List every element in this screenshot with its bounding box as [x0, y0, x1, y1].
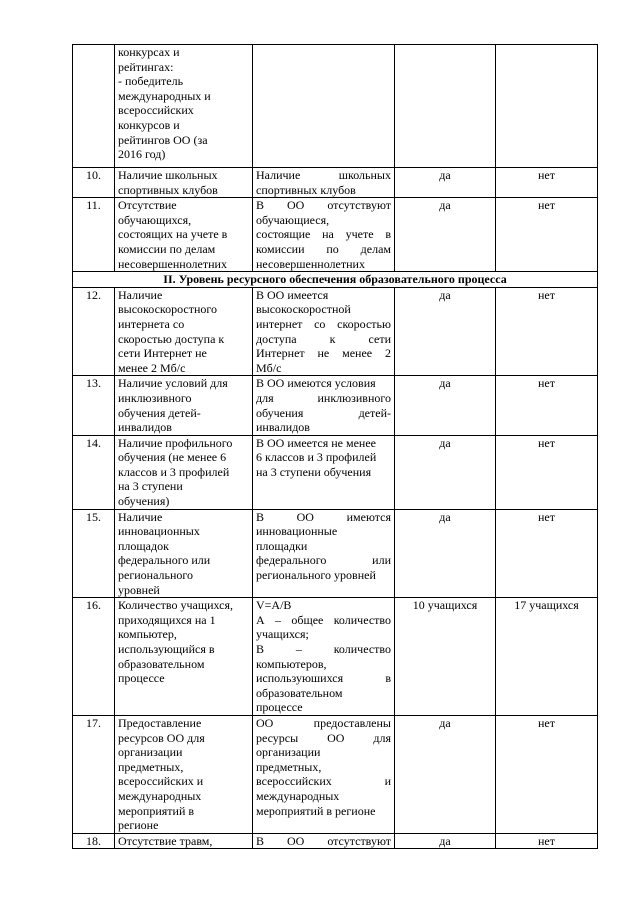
description-line: для инклюзивного [256, 390, 391, 405]
indicator-cell: Отсутствие травм, [115, 833, 253, 849]
value-b-cell: нет [496, 376, 598, 435]
section-header-row [73, 272, 598, 288]
table-row [73, 715, 598, 833]
section-title: II. Уровень ресурсного обеспечения образовательного процесса [73, 272, 598, 288]
value-b-cell: нет [496, 435, 598, 509]
description-cell [253, 198, 395, 272]
description-cell [253, 287, 395, 376]
row-number-cell: 18. [73, 833, 115, 849]
description-line: обучающиеся, [256, 212, 330, 227]
description-line: V=A/B [256, 598, 292, 613]
indicators-table [72, 44, 598, 849]
description-line: спортивных клубов [256, 182, 356, 197]
indicator-cell: Наличие школьных спортивных клубов [115, 168, 253, 198]
row-number-cell: 12. [73, 287, 115, 376]
description-line: предметных, [256, 759, 322, 774]
row-number-cell: 11. [73, 198, 115, 272]
table-row [73, 598, 598, 716]
description-line: Мб/с [256, 360, 282, 375]
value-a-cell: 10 учащихся [395, 598, 496, 716]
description-line: ресурсы ОО для [256, 730, 391, 745]
description-line: В ОО имеются условия [256, 376, 376, 391]
value-b-cell: нет [496, 509, 598, 598]
table-row [73, 435, 598, 509]
indicator-cell: Наличие условий для инклюзивного обучения детей- инвалидов [115, 376, 253, 435]
description-line: В ОО имеется [256, 287, 329, 302]
description-line: интернет со скоростью [256, 316, 391, 331]
indicator-cell: Наличие инновационных площадок федерального или регионального уровней [115, 509, 253, 598]
row-number-cell: 10. [73, 168, 115, 198]
value-b-cell: 17 учащихся [496, 598, 598, 716]
value-b-cell: нет [496, 833, 598, 849]
value-a-cell: да [395, 198, 496, 272]
description-line: организации [256, 745, 321, 760]
value-b-cell: нет [496, 715, 598, 833]
description-line: ОО предоставлены [256, 715, 391, 730]
description-line: инвалидов [256, 420, 310, 435]
table-row [73, 287, 598, 376]
table-row [73, 833, 598, 849]
table-row [73, 376, 598, 435]
description-cell [253, 168, 395, 198]
row-number-cell: 16. [73, 598, 115, 716]
value-a-cell [395, 45, 496, 168]
value-a-cell: да [395, 833, 496, 849]
table-row [73, 168, 598, 198]
description-line: В – количество [256, 642, 391, 656]
indicator-cell: Предоставление ресурсов ОО для организации предметных, всероссийских и международных мероприятий в регионе [115, 715, 253, 833]
description-line: площадки [256, 538, 308, 553]
description-line: мероприятий в регионе [256, 803, 376, 818]
indicator-cell: Наличие высокоскоростного интернета со скоростью доступа к сети Интернет не менее 2 Мб/с [115, 287, 253, 376]
description-line: международных [256, 788, 340, 803]
description-line: используюшихся в [256, 671, 391, 686]
indicator-cell: Отсутствие обучающихся, состоящих на учете в комиссии по делам несовершеннолетних [115, 198, 253, 272]
description-line: федерального или [256, 553, 391, 568]
row-number-cell: 13. [73, 376, 115, 435]
value-a-cell: да [395, 168, 496, 198]
indicator-cell: конкурсах и рейтингах: - победитель международных и всероссийских конкурсов и рейтингов ОО (за 2016 год) [115, 45, 253, 168]
value-a-cell: да [395, 376, 496, 435]
description-line: В ОО отсутствуют [256, 833, 391, 848]
row-number-cell: 14. [73, 435, 115, 509]
row-number-cell: 15. [73, 509, 115, 598]
row-number-cell: 17. [73, 715, 115, 833]
value-b-cell: нет [496, 168, 598, 198]
description-line: учащихся; [256, 627, 309, 642]
table-row [73, 509, 598, 598]
table-row [73, 198, 598, 272]
description-line: компьютеров, [256, 656, 327, 671]
row-number-cell [73, 45, 115, 168]
description-line: состоящие на учете в [256, 227, 391, 242]
description-line: В ОО имеются [256, 509, 391, 524]
value-b-cell: нет [496, 287, 598, 376]
description-line: всероссийских и [256, 774, 391, 789]
value-a-cell: да [395, 287, 496, 376]
description-line: несовершеннолетних [256, 256, 365, 271]
description-line: доступа к сети [256, 331, 391, 346]
description-cell [253, 509, 395, 598]
description-line: В ОО отсутствуют [256, 198, 391, 213]
value-a-cell: да [395, 715, 496, 833]
description-cell [253, 45, 395, 168]
description-line: инновационные [256, 524, 338, 539]
description-line: В ОО имеется не менее [256, 435, 376, 450]
description-cell [253, 833, 395, 849]
description-line: процессе [256, 700, 303, 715]
value-a-cell: да [395, 435, 496, 509]
description-line: на 3 ступени обучения [256, 464, 372, 479]
description-cell [253, 376, 395, 435]
value-b-cell: нет [496, 198, 598, 272]
description-line: 6 классов и 3 профилей [256, 450, 377, 465]
indicator-cell: Наличие профильного обучения (не менее 6 классов и 3 профилей на 3 ступени обучения) [115, 435, 253, 509]
value-a-cell: да [395, 509, 496, 598]
description-line: Наличие школьных [256, 168, 391, 182]
description-line: Интернет не менее 2 [256, 346, 391, 361]
description-cell [253, 598, 395, 716]
table-row [73, 45, 598, 168]
description-line: регионального уровней [256, 568, 376, 583]
description-line: высокоскоростной [256, 302, 351, 317]
description-line: комиссии по делам [256, 241, 391, 256]
description-cell [253, 715, 395, 833]
value-b-cell [496, 45, 598, 168]
indicator-cell: Количество учащихся, приходящихся на 1 компьютер, использующийся в образовательном процессе [115, 598, 253, 716]
description-cell [253, 435, 395, 509]
description-line: обучения детей- [256, 405, 391, 420]
description-line: А – общее количество [256, 612, 391, 627]
description-line: образовательном [256, 685, 343, 700]
